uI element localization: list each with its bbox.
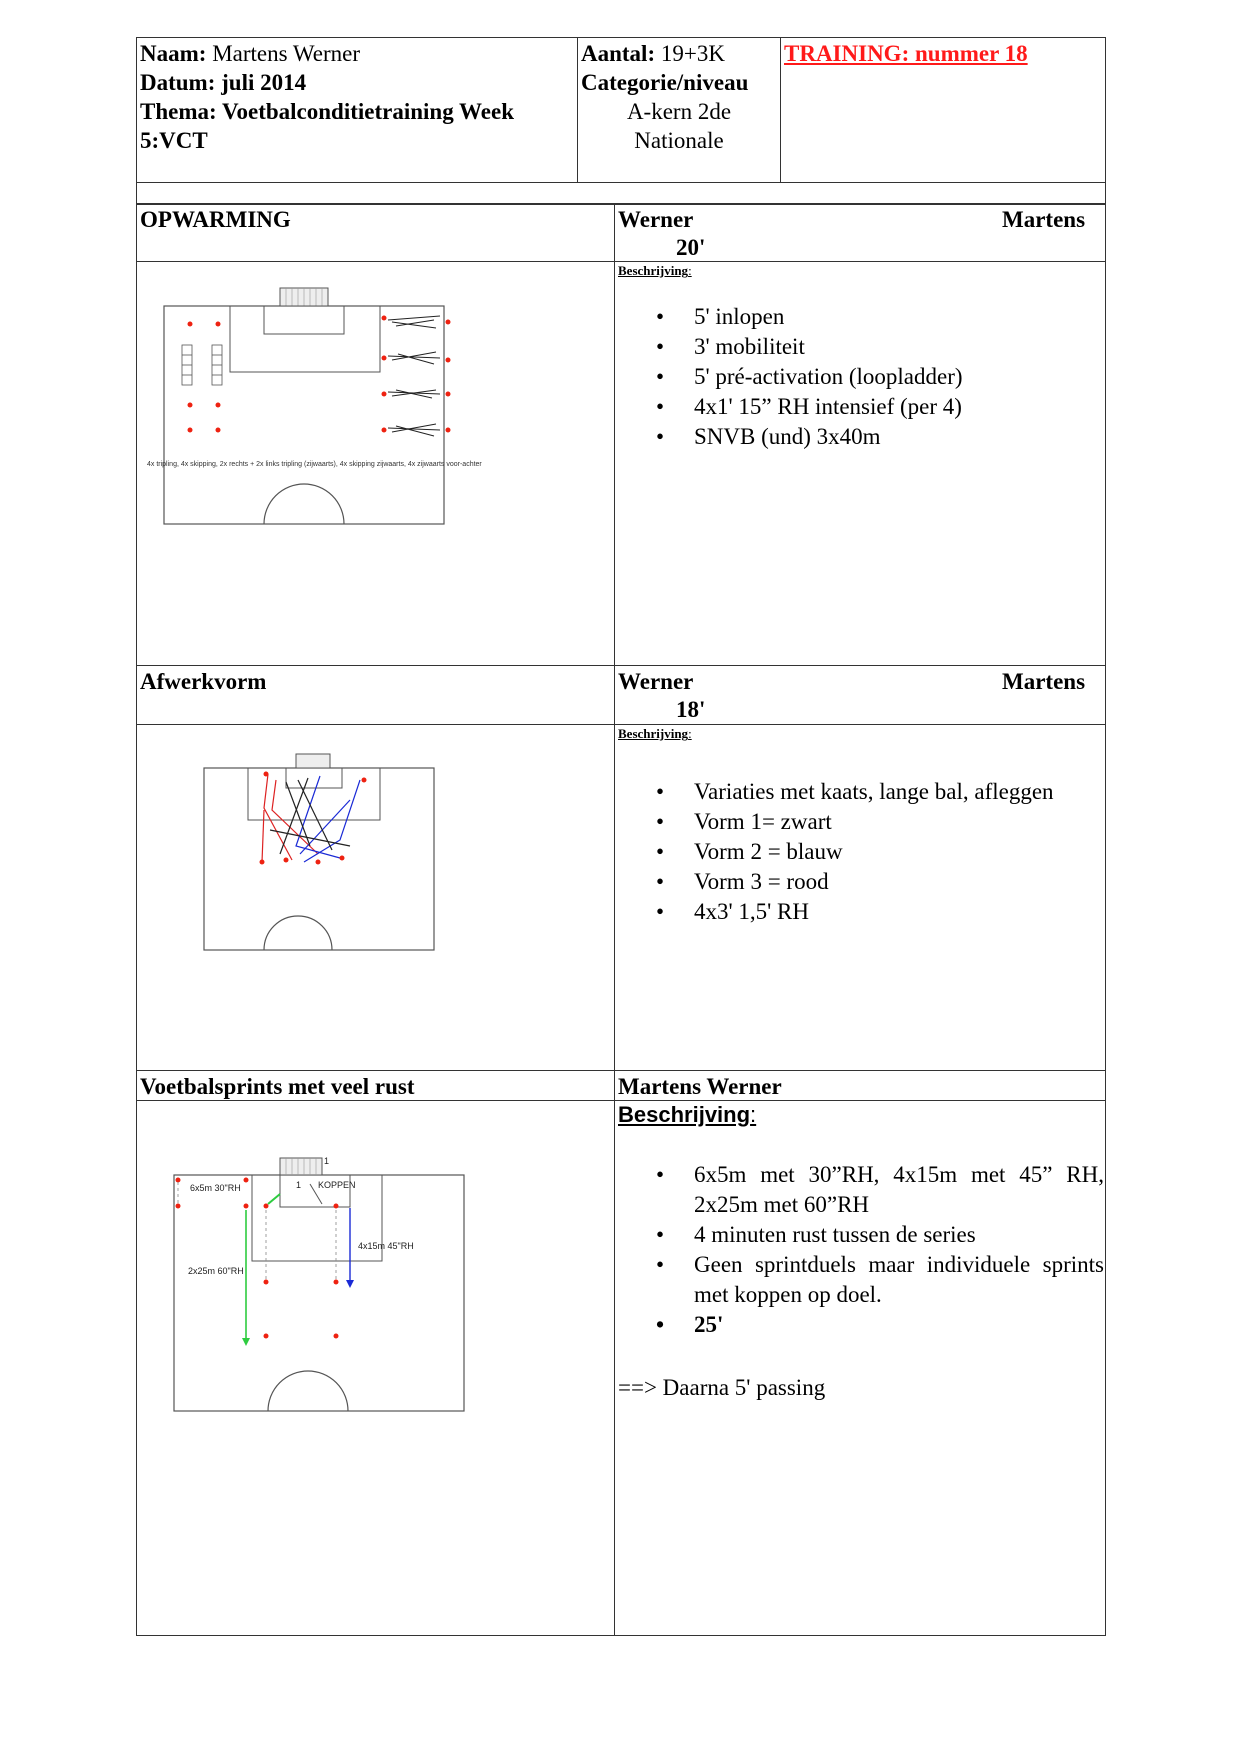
label-2x25m: 2x25m 60"RH — [188, 1266, 244, 1276]
thema-line-2: 5:VCT — [140, 128, 208, 153]
description-list-3 — [618, 1160, 1104, 1340]
list-item: • 5' inlopen — [618, 302, 963, 332]
afwerkvorm-diagram — [200, 750, 440, 955]
list-item: • SNVB (und) 3x40m — [618, 422, 963, 452]
duration-2: 18' — [676, 697, 706, 722]
sprints-diagram — [160, 1150, 480, 1415]
list-item: • 6x5m met 30”RH, 4x15m met 45” RH, 2x25m met 60”RH — [618, 1160, 1104, 1220]
categorie-value-1: A-kern 2de — [626, 99, 732, 124]
trainer-first-1: Werner — [618, 207, 694, 232]
header-col-divider-1 — [577, 37, 578, 182]
list-item: • 4 minuten rust tussen de series — [618, 1220, 1104, 1250]
description-label-2: Beschrijving: — [618, 726, 692, 741]
trainer-3: Martens Werner — [618, 1074, 782, 1099]
section-title-afwerkvorm: Afwerkvorm — [140, 669, 267, 694]
label-6x5m: 6x5m 30"RH — [190, 1183, 241, 1193]
trainer-last-1: Martens — [1002, 207, 1086, 232]
description-label-3: Beschrijving: — [618, 1102, 757, 1127]
row-divider-4 — [136, 1070, 1106, 1071]
opwarming-diagram — [140, 270, 570, 530]
description-list-2 — [618, 777, 1054, 927]
datum-field: Datum: juli 2014 — [140, 70, 307, 95]
naam-field: Naam: Martens Werner — [140, 41, 360, 66]
list-item: • Geen sprintduels maar individuele sprints met koppen op doel. — [618, 1250, 1104, 1310]
training-title: TRAINING: nummer 18 — [784, 41, 1028, 66]
list-item: • 25' — [618, 1310, 1104, 1340]
categorie-value-2: Nationale — [634, 128, 724, 153]
label-koppen: KOPPEN — [318, 1180, 356, 1190]
section-title-sprints: Voetbalsprints met veel rust — [140, 1074, 415, 1099]
trainer-first-2: Werner — [618, 669, 694, 694]
list-item: • 4x3' 1,5' RH — [618, 897, 1054, 927]
thema-line-1: Thema: Voetbalconditietraining Week — [140, 99, 514, 124]
after-note: ==> Daarna 5' passing — [618, 1375, 826, 1400]
row-divider-2 — [136, 665, 1106, 666]
list-item: • Vorm 3 = rood — [618, 867, 1054, 897]
header-col-divider-2 — [780, 37, 781, 182]
description-list-1 — [618, 302, 963, 452]
diagram-caption: 4x tripling, 4x skipping, 2x rechts + 2x links tripling (zijwaarts), 4x skipping zijwaarts, 4x zijwaarts voor-achter — [147, 461, 482, 468]
row-divider-1 — [136, 261, 1106, 262]
row-divider-3 — [136, 724, 1106, 725]
main-col-divider — [614, 203, 615, 1636]
list-item: • 3' mobiliteit — [618, 332, 963, 362]
categorie-label: Categorie/niveau — [581, 70, 749, 95]
description-label-1: Beschrijving: — [618, 263, 692, 278]
label-1-mid: 1 — [296, 1180, 302, 1190]
list-item: • Vorm 1= zwart — [618, 807, 1054, 837]
list-item: • 4x1' 15” RH intensief (per 4) — [618, 392, 963, 422]
list-item: • Variaties met kaats, lange bal, afleggen — [618, 777, 1054, 807]
label-1-top: 1 — [324, 1156, 330, 1166]
duration-1: 20' — [676, 235, 706, 260]
list-item: • Vorm 2 = blauw — [618, 837, 1054, 867]
aantal-field: Aantal: 19+3K — [581, 41, 725, 66]
label-4x15m: 4x15m 45"RH — [358, 1241, 414, 1251]
section-title-opwarming: OPWARMING — [140, 207, 291, 232]
trainer-last-2: Martens — [1002, 669, 1086, 694]
header-divider — [136, 182, 1106, 183]
list-item: • 5' pré-activation (loopladder) — [618, 362, 963, 392]
